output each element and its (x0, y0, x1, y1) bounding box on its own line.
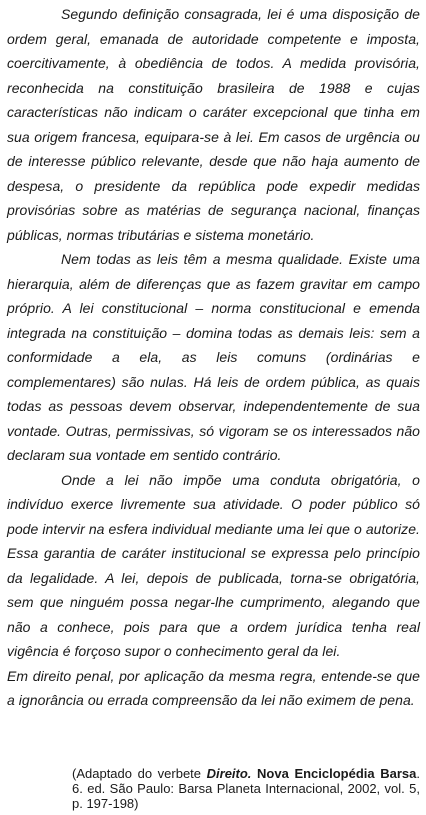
source-citation (72, 766, 420, 811)
paragraph-3: Onde a lei não impõe uma conduta obrigatória, o indivíduo exerce livremente sua atividade. O poder público só pode intervir na esfera individual mediante uma lei que o autorize. Essa garantia de caráter institucional se expressa pelo princípio da legalidade. A lei, depois de publicada, torna-se obrigatória, sem que ninguém possa negar-lhe cumprimento, alegando que não a conhece, pois para que a ordem jurídica tenha real vigência é forçoso supor o conhecimento geral da lei. (7, 471, 420, 659)
citation-suffix: . 6. ed. São Paulo: Barsa Planeta Internacional, 2002, vol. 5, p. 197-198) (72, 766, 420, 811)
paragraph-1: Segundo definição consagrada, lei é uma disposição de ordem geral, emanada de autoridade competente e imposta, coercitivamente, à obediência de todos. A medida provisória, reconhecida na constituição brasileira de 1988 e cujas características não indicam o caráter excepcional que tinha em sua origem francesa, equipara-se à lei. Em casos de urgência ou de interesse público relevante, desde que não haja aumento de despesa, o presidente da república pode expedir medidas provisórias sobre as matérias de segurança nacional, finanças públicas, normas tributárias e sistema monetário. (7, 6, 420, 243)
citation-prefix: (Adaptado do verbete (72, 766, 207, 781)
paragraph-4: Em direito penal, por aplicação da mesma regra, entende-se que a ignorância ou errada compreensão da lei não eximem de pena. (7, 667, 420, 708)
paragraph-2: Nem todas as leis têm a mesma qualidade. Existe uma hierarquia, além de diferenças que as fazem gravitar em campo próprio. A lei constitucional – norma constitucional e emenda integrada na constituição – domina todas as demais leis: sem a conformidade a ela, as leis comuns (ordinárias e complementares) são nulas. Há leis de ordem pública, as quais todas as pessoas devem observar, independentemente de sua vontade. Outras, permissivas, só vigoram se os interessados não declaram sua vontade em sentido contrário. (7, 251, 420, 463)
citation-work: Nova Enciclopédia Barsa (251, 766, 417, 781)
citation-entry: Direito. (206, 766, 252, 781)
